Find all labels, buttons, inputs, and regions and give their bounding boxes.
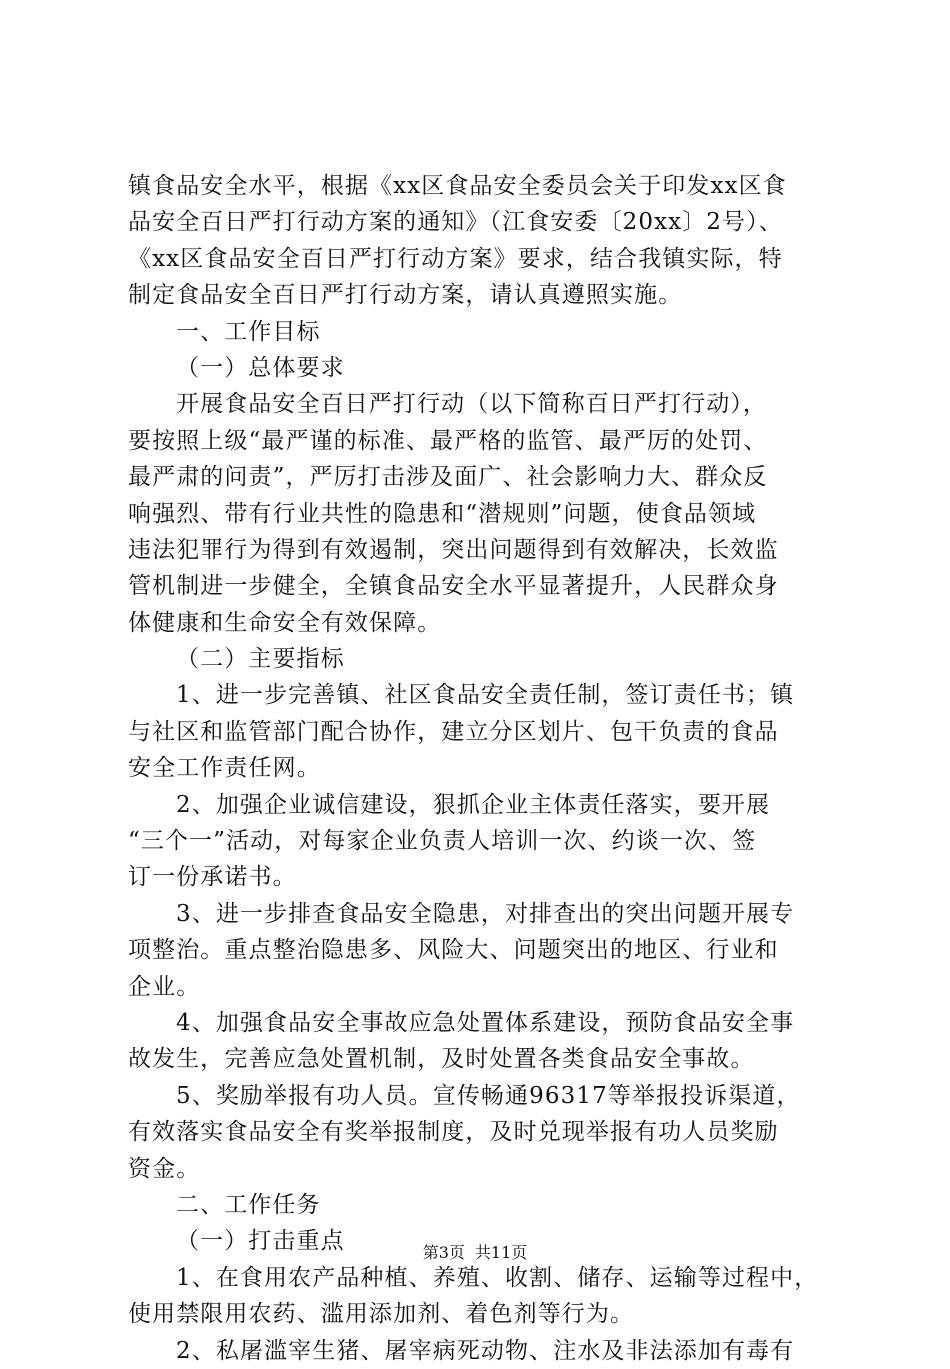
text-line: 2、私屠滥宰生猪、屠宰病死动物、注水及非法添加有毒有 xyxy=(176,1337,795,1364)
text-line: （一）总体要求 xyxy=(176,354,345,381)
text-line: 制定食品安全百日严打行动方案，请认真遵照实施。 xyxy=(128,282,683,309)
text-line: 《xx区食品安全百日严打行动方案》要求，结合我镇实际，特 xyxy=(128,245,783,272)
text-line: 与社区和监管部门配合协作，建立分区划片、包干负责的食品 xyxy=(128,718,779,745)
text-line: 最严肃的问责”，严厉打击涉及面广、社会影响力大、群众反 xyxy=(128,464,768,491)
text-line: （一）打击重点 xyxy=(176,1228,345,1255)
text-line: 4、加强食品安全事故应急处置体系建设，预防食品安全事 xyxy=(176,1009,795,1036)
document-body xyxy=(128,168,828,1369)
text-line: 企业。 xyxy=(128,973,201,1000)
text-line: “三个一”活动，对每家企业负责人培训一次、约谈一次、签 xyxy=(128,828,757,855)
text-line: 3、进一步排查食品安全隐患，对排查出的突出问题开展专 xyxy=(176,900,795,927)
text-line: 违法犯罪行为得到有效遏制，突出问题得到有效解决，长效监 xyxy=(128,536,779,563)
text-line: 故发生，完善应急处置机制，及时处置各类食品安全事故。 xyxy=(128,1046,755,1073)
text-line: 有效落实食品安全有奖举报制度，及时兑现举报有功人员奖励 xyxy=(128,1119,779,1146)
text-line: 订一份承诺书。 xyxy=(128,864,297,891)
text-line: 安全工作责任网。 xyxy=(128,755,321,782)
text-line: 5、奖励举报有功人员。宣传畅通96317等举报投诉渠道， xyxy=(176,1082,801,1109)
text-line: 资金。 xyxy=(128,1155,201,1182)
text-line: 响强烈、带有行业共性的隐患和“潜规则”问题，使食品领域 xyxy=(128,500,757,527)
text-line: 要按照上级“最严谨的标准、最严格的监管、最严厉的处罚、 xyxy=(128,427,768,454)
text-line: 2、加强企业诚信建设，狠抓企业主体责任落实，要开展 xyxy=(176,791,771,818)
text-line: （二）主要指标 xyxy=(176,646,345,673)
text-line: 镇食品安全水平，根据《xx区食品安全委员会关于印发xx区食 xyxy=(128,173,787,199)
text-line: 二、工作任务 xyxy=(176,1191,321,1218)
page-number: 第3页 xyxy=(422,1243,465,1262)
text-line: 一、工作目标 xyxy=(176,318,321,345)
page-total: 共11页 xyxy=(474,1243,528,1262)
text-line: 开展食品安全百日严打行动（以下简称百日严打行动）， xyxy=(176,391,767,418)
text-line: 项整治。重点整治隐患多、风险大、问题突出的地区、行业和 xyxy=(128,937,779,964)
text-line: 体健康和生命安全有效保障。 xyxy=(128,609,442,636)
text-line: 1、进一步完善镇、社区食品安全责任制，签订责任书；镇 xyxy=(176,682,795,709)
text-line: 品安全百日严打行动方案的通知》（江食安委〔20xx〕2号）、 xyxy=(128,209,783,236)
text-line: 使用禁限用农药、滥用添加剂、着色剂等行为。 xyxy=(128,1301,635,1328)
text-line: 管机制进一步健全，全镇食品安全水平显著提升，人民群众身 xyxy=(128,573,779,600)
text-line: 1、在食用农产品种植、养殖、收割、储存、运输等过程中， xyxy=(176,1264,819,1291)
page-footer xyxy=(0,1242,950,1264)
